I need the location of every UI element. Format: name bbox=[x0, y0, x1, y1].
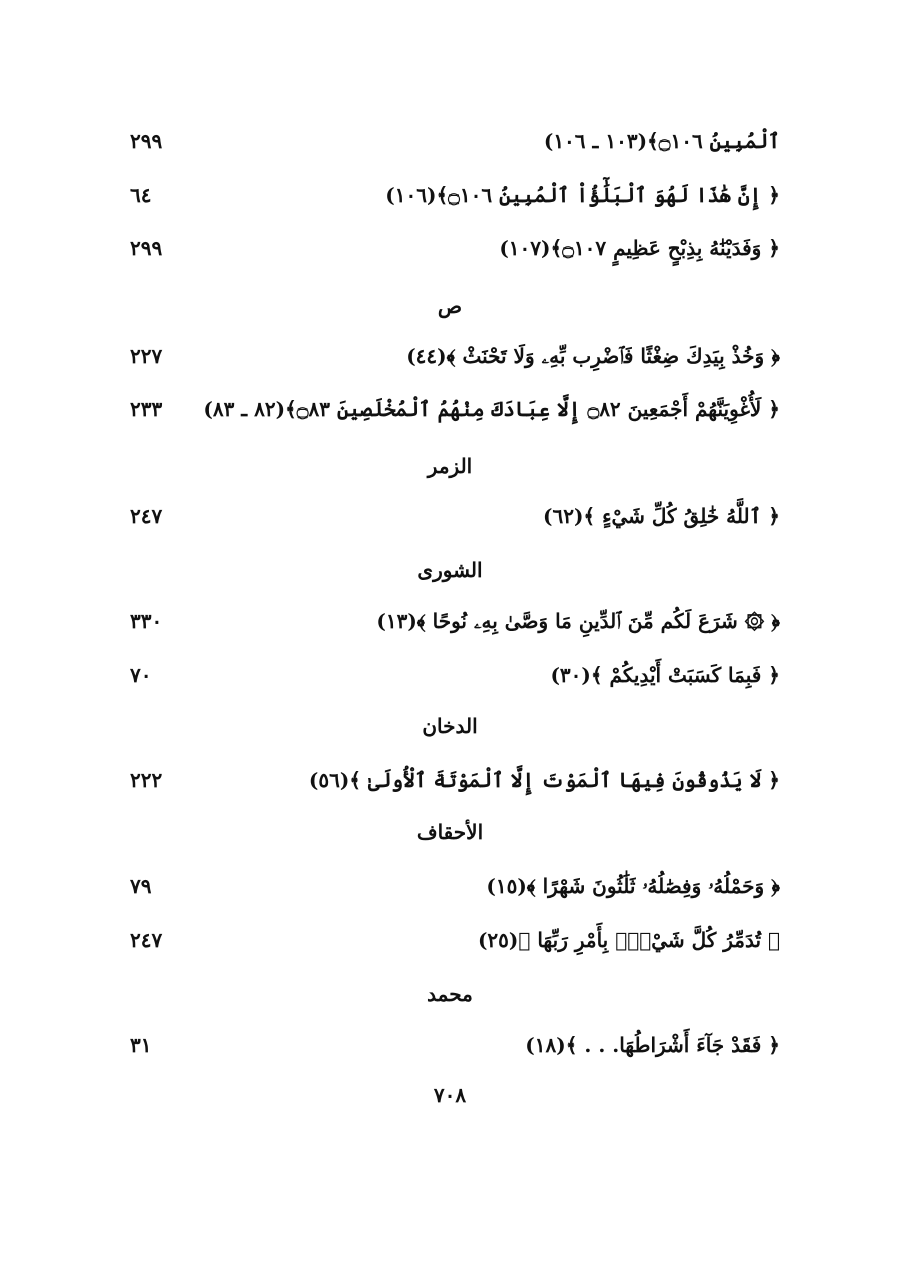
verse-entry bbox=[130, 601, 780, 641]
page-reference: ٧٠ bbox=[130, 663, 152, 687]
verse-entry bbox=[130, 336, 780, 376]
surah-heading: الزمر bbox=[427, 454, 473, 478]
page-reference: ٣١ bbox=[130, 1033, 152, 1057]
verse-text: ٱلْمُبِينُ ۝١٠٦﴾(١٠٣ ـ ١٠٦) bbox=[543, 129, 780, 153]
verse-text: ﴿ ٱللَّهُ خَٰلِقُ كُلِّ شَيْءٍ ﴾(٦٢) bbox=[543, 504, 780, 528]
surah-heading: الدخان bbox=[422, 714, 478, 738]
page-reference: ٢٤٧ bbox=[130, 928, 163, 952]
verse-entry bbox=[130, 655, 780, 695]
page-number: ٧٠٨ bbox=[433, 1083, 467, 1107]
page-reference: ٢٢٧ bbox=[130, 344, 163, 368]
page-reference: ٢٩٩ bbox=[130, 236, 163, 260]
page-reference: ٢٤٧ bbox=[130, 504, 163, 528]
verse-text: ﴿ وَحَمْلُهُۥ وَفِصَٰلُهُۥ ثَلَٰثُونَ شَهْرًا ﴾(١٥) bbox=[486, 874, 780, 898]
surah-heading: ص bbox=[437, 294, 463, 318]
verse-text: ﴿ ۞ شَرَعَ لَكُم مِّنَ ٱلدِّينِ مَا وَصَّىٰ بِهِۦ نُوحًا ﴾(١٣) bbox=[376, 609, 780, 633]
verse-entry bbox=[130, 228, 780, 268]
verse-entry bbox=[130, 389, 780, 429]
verse-entry bbox=[130, 866, 780, 906]
verse-entry bbox=[130, 175, 780, 215]
verse-entry bbox=[130, 496, 780, 536]
verse-text: ﴿ لَا يَذُوقُونَ فِيهَا ٱلْمَوْتَ إِلَّا ٱلْمَوْتَةَ ٱلْأُولَىٰ ﴾(٥٦) bbox=[308, 768, 780, 792]
page-reference: ٢٢٢ bbox=[130, 768, 163, 792]
surah-heading: الشورى bbox=[417, 558, 483, 582]
verse-text: ﴿ وَخُذْ بِيَدِكَ ضِغْثًا فَٱضْرِب بِّهِۦ وَلَا تَحْنَثْ ﴾(٤٤) bbox=[406, 344, 780, 368]
surah-heading: محمد bbox=[427, 982, 473, 1006]
verse-entry bbox=[130, 1025, 780, 1065]
page-reference: ٣٣٠ bbox=[130, 609, 163, 633]
verse-entry bbox=[130, 760, 780, 800]
verse-entry bbox=[130, 121, 780, 161]
page-reference: ٧٩ bbox=[130, 874, 152, 898]
page-reference: ٦٤ bbox=[130, 183, 152, 207]
page-reference: ٢٣٣ bbox=[130, 397, 163, 421]
verse-entry bbox=[130, 920, 780, 960]
verse-text: ﴿ فَبِمَا كَسَبَتْ أَيْدِيكُمْ ﴾(٣٠) bbox=[550, 663, 780, 687]
verse-text: ﴿ وَفَدَيْنَٰهُ بِذِبْحٍ عَظِيمٍ ۝١٠٧﴾(١٠٧) bbox=[499, 236, 780, 260]
surah-heading: الأحقاف bbox=[416, 820, 484, 844]
verse-text: ﴿ تُدَمِّرُ كُلَّ شَيْءٍۭ بِأَمْرِ رَبِّهَا ﴾(٢٥) bbox=[477, 928, 780, 952]
page-reference: ٢٩٩ bbox=[130, 129, 163, 153]
verse-text: ﴿ إِنَّ هَٰذَا لَهُوَ ٱلْبَلَٰٓؤُاْ ٱلْمُبِينُ ۝١٠٦﴾(١٠٦) bbox=[385, 183, 780, 207]
verse-text: ﴿ فَقَدْ جَآءَ أَشْرَاطُهَا. . . ﴾(١٨) bbox=[525, 1033, 780, 1057]
verse-text: ﴿ لَأُغْوِيَنَّهُمْ أَجْمَعِينَ ۝٨٢ إِلَّا عِبَادَكَ مِنْهُمُ ٱلْمُخْلَصِينَ ۝٨٣﴾(٨٢ ـ ٨٣) bbox=[203, 397, 780, 421]
